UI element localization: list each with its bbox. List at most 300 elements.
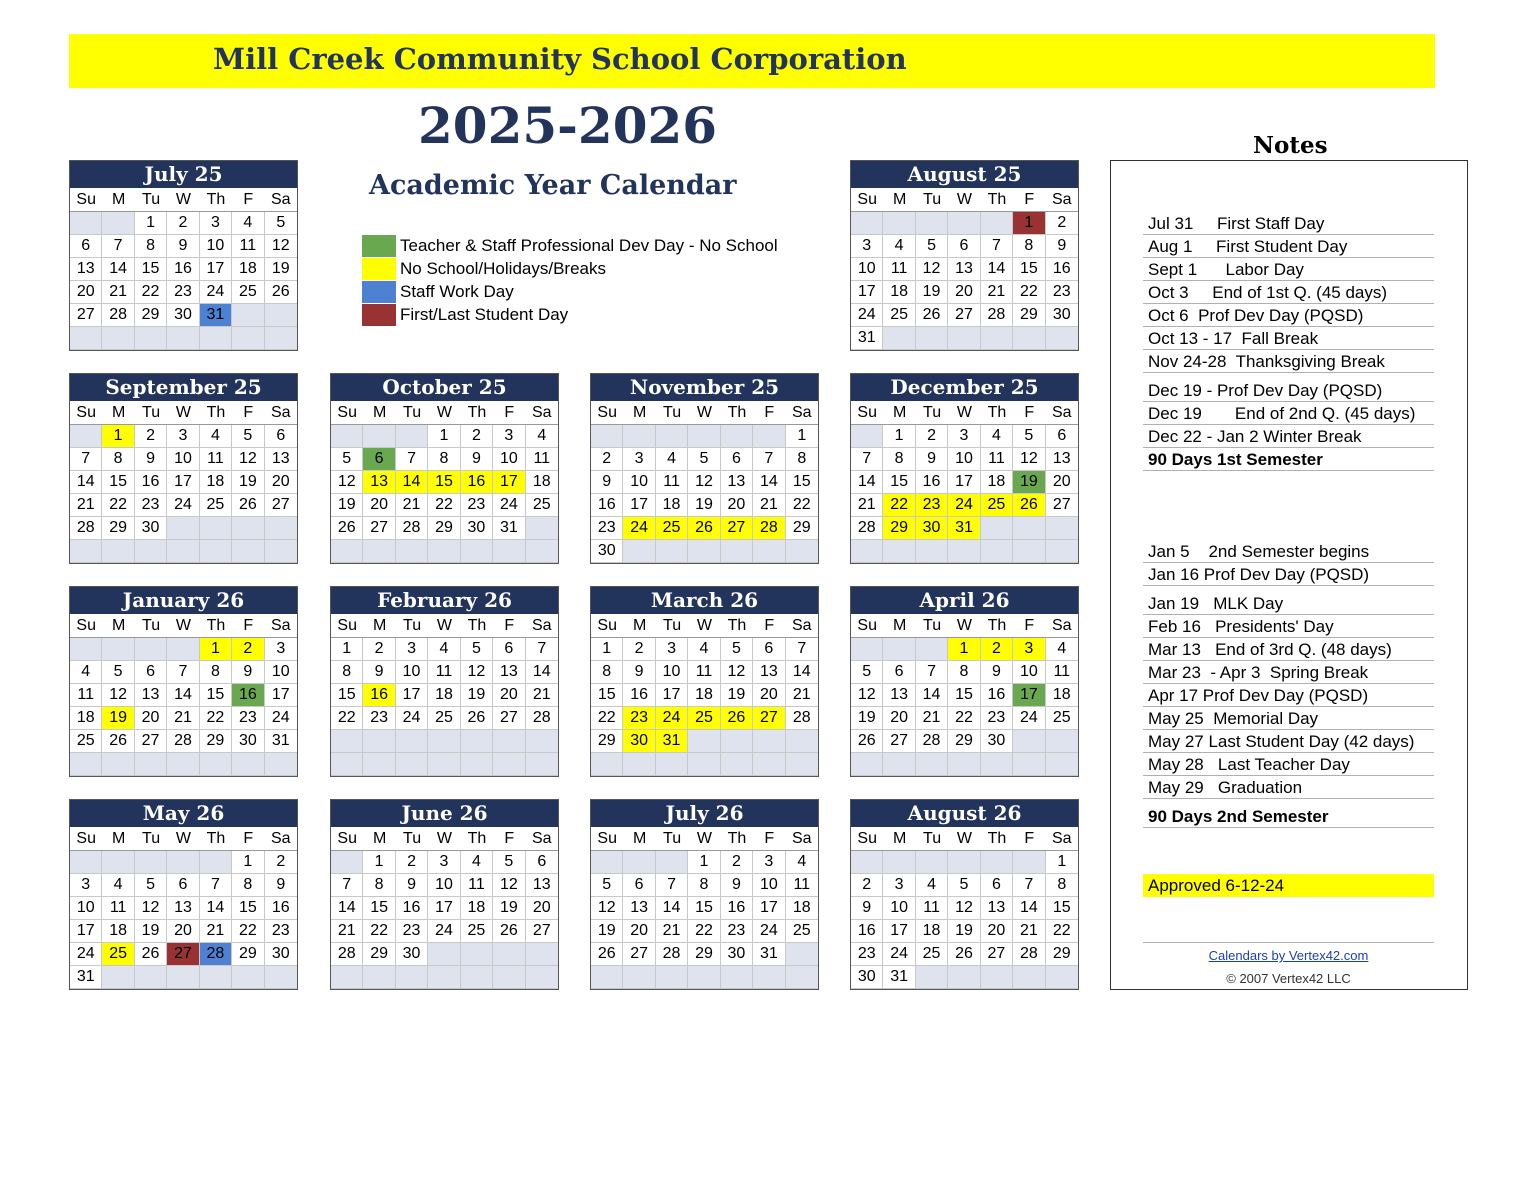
empty-cell <box>981 212 1013 235</box>
day-cell: 10 <box>200 235 232 258</box>
empty-cell <box>591 851 623 874</box>
day-cell: 21 <box>200 920 232 943</box>
weekday-label: Sa <box>791 617 812 634</box>
day-cell: 12 <box>331 471 363 494</box>
weekday-label: Su <box>76 617 96 634</box>
day-cell: 26 <box>102 730 134 753</box>
day-cell: 21 <box>916 707 948 730</box>
month-title: May 26 <box>70 800 297 827</box>
empty-cell <box>200 327 232 350</box>
day-cell: 19 <box>493 897 525 920</box>
day-cell-holiday: 14 <box>396 471 428 494</box>
day-cell-holiday: 31 <box>656 730 688 753</box>
weekday-label: M <box>632 830 647 847</box>
day-cell: 25 <box>1046 707 1078 730</box>
day-cell: 11 <box>656 471 688 494</box>
day-cell: 2 <box>167 212 199 235</box>
empty-cell <box>135 966 167 989</box>
day-cell-holiday: 16 <box>461 471 493 494</box>
empty-cell <box>786 540 818 563</box>
day-cell: 23 <box>981 707 1013 730</box>
day-cell: 11 <box>232 235 264 258</box>
day-cell: 9 <box>591 471 623 494</box>
day-cell: 7 <box>1013 874 1045 897</box>
day-cell: 7 <box>331 874 363 897</box>
month-title: April 26 <box>851 587 1078 614</box>
day-cell: 28 <box>786 707 818 730</box>
day-cell: 3 <box>851 235 883 258</box>
day-cell: 26 <box>135 943 167 966</box>
weekday-label: Su <box>337 617 357 634</box>
day-cell: 8 <box>591 661 623 684</box>
day-cell: 3 <box>753 851 785 874</box>
day-cell: 24 <box>883 943 915 966</box>
weekday-header <box>70 614 297 638</box>
day-cell: 24 <box>493 494 525 517</box>
note-entry: May 29 Graduation <box>1143 776 1434 799</box>
day-cell: 15 <box>786 471 818 494</box>
day-cell: 22 <box>331 707 363 730</box>
day-cell: 21 <box>1013 920 1045 943</box>
empty-cell <box>200 753 232 776</box>
weekday-label: Tu <box>923 830 942 847</box>
day-cell: 18 <box>688 684 720 707</box>
day-cell: 8 <box>135 235 167 258</box>
day-cell: 17 <box>623 494 655 517</box>
note-entry: Mar 23 - Apr 3 Spring Break <box>1143 661 1434 684</box>
day-cell: 17 <box>167 471 199 494</box>
empty-cell <box>916 327 948 350</box>
empty-cell <box>883 212 915 235</box>
day-cell-holiday: 16 <box>363 684 395 707</box>
note-entry: Dec 22 - Jan 2 Winter Break <box>1143 425 1434 448</box>
day-cell: 6 <box>1046 425 1078 448</box>
weekday-label: F <box>764 617 775 634</box>
day-cell: 11 <box>102 897 134 920</box>
day-cell-holiday: 2 <box>981 638 1013 661</box>
day-cell: 12 <box>461 661 493 684</box>
day-cell: 12 <box>135 897 167 920</box>
weekday-label: Th <box>987 191 1007 208</box>
day-cell: 15 <box>883 471 915 494</box>
day-cell: 25 <box>916 943 948 966</box>
day-cell: 16 <box>167 258 199 281</box>
day-cell: 12 <box>591 897 623 920</box>
empty-cell <box>461 966 493 989</box>
empty-cell <box>851 425 883 448</box>
day-cell: 24 <box>396 707 428 730</box>
day-cell: 12 <box>1013 448 1045 471</box>
weekday-label: Th <box>206 617 226 634</box>
day-cell: 9 <box>363 661 395 684</box>
day-cell: 20 <box>721 494 753 517</box>
weekday-label: W <box>696 830 713 847</box>
weekday-label: Th <box>206 191 226 208</box>
day-cell: 26 <box>331 517 363 540</box>
weekday-label: Tu <box>663 404 682 421</box>
empty-cell <box>753 425 785 448</box>
day-cell: 7 <box>656 874 688 897</box>
day-cell: 4 <box>102 874 134 897</box>
vertex42-link[interactable]: Calendars by Vertex42.com <box>1208 948 1369 963</box>
day-cell: 11 <box>200 448 232 471</box>
day-cell: 8 <box>428 448 460 471</box>
empty-cell <box>167 327 199 350</box>
empty-cell <box>916 212 948 235</box>
weekday-label: F <box>764 404 775 421</box>
empty-cell <box>721 753 753 776</box>
day-cell: 28 <box>981 304 1013 327</box>
empty-cell <box>1046 327 1078 350</box>
empty-cell <box>948 966 980 989</box>
empty-cell <box>948 327 980 350</box>
day-cell: 15 <box>232 897 264 920</box>
month-title: August 25 <box>851 161 1078 188</box>
day-cell-pd: 17 <box>1013 684 1045 707</box>
weekday-header <box>851 401 1078 425</box>
day-cell: 16 <box>1046 258 1078 281</box>
empty-cell <box>1013 540 1045 563</box>
day-cell: 6 <box>135 661 167 684</box>
weekday-label: M <box>111 191 126 208</box>
empty-cell <box>948 851 980 874</box>
empty-cell <box>232 753 264 776</box>
day-cell: 18 <box>232 258 264 281</box>
day-cell: 18 <box>102 920 134 943</box>
weekday-label: Th <box>206 830 226 847</box>
day-cell: 21 <box>331 920 363 943</box>
day-cell: 2 <box>396 851 428 874</box>
day-cell: 20 <box>493 684 525 707</box>
day-cell: 27 <box>493 707 525 730</box>
month-title: June 26 <box>331 800 558 827</box>
empty-cell <box>493 943 525 966</box>
empty-cell <box>623 966 655 989</box>
empty-cell <box>1013 327 1045 350</box>
empty-cell <box>493 966 525 989</box>
day-cell: 31 <box>493 517 525 540</box>
empty-cell <box>232 966 264 989</box>
day-cell: 22 <box>200 707 232 730</box>
empty-cell <box>265 753 297 776</box>
school-year-title: 2025-2026 <box>418 96 718 155</box>
empty-cell <box>428 943 460 966</box>
weekday-header <box>331 614 558 638</box>
day-cell-holiday: 24 <box>948 494 980 517</box>
day-cell: 5 <box>135 874 167 897</box>
day-cell: 15 <box>135 258 167 281</box>
day-cell: 4 <box>200 425 232 448</box>
weekday-label: Sa <box>270 617 291 634</box>
day-cell: 8 <box>200 661 232 684</box>
day-cell: 3 <box>883 874 915 897</box>
empty-cell <box>265 540 297 563</box>
day-cell-holiday: 24 <box>623 517 655 540</box>
day-cell: 24 <box>265 707 297 730</box>
day-cell: 13 <box>883 684 915 707</box>
day-cell: 25 <box>232 281 264 304</box>
day-cell: 23 <box>363 707 395 730</box>
day-grid <box>70 638 297 776</box>
note-entry: May 27 Last Student Day (42 days) <box>1143 730 1434 753</box>
month-calendar <box>69 373 298 564</box>
weekday-label: Su <box>76 191 96 208</box>
day-cell: 2 <box>135 425 167 448</box>
day-cell: 27 <box>623 943 655 966</box>
day-cell: 11 <box>70 684 102 707</box>
weekday-header <box>331 827 558 851</box>
day-cell: 12 <box>265 235 297 258</box>
day-cell-holiday: 1 <box>102 425 134 448</box>
day-cell: 20 <box>623 920 655 943</box>
empty-cell <box>981 753 1013 776</box>
day-cell: 10 <box>656 661 688 684</box>
empty-cell <box>461 540 493 563</box>
empty-cell <box>363 425 395 448</box>
day-cell: 16 <box>265 897 297 920</box>
day-cell: 2 <box>851 874 883 897</box>
empty-cell <box>265 517 297 540</box>
empty-cell <box>591 425 623 448</box>
empty-cell <box>623 851 655 874</box>
day-cell: 4 <box>232 212 264 235</box>
day-cell: 6 <box>981 874 1013 897</box>
empty-cell <box>331 540 363 563</box>
weekday-label: M <box>892 830 907 847</box>
day-cell: 3 <box>948 425 980 448</box>
empty-cell <box>786 730 818 753</box>
empty-cell <box>916 753 948 776</box>
day-cell: 13 <box>526 874 558 897</box>
day-cell: 11 <box>916 897 948 920</box>
day-cell: 23 <box>232 707 264 730</box>
empty-cell <box>656 851 688 874</box>
empty-cell <box>721 730 753 753</box>
day-cell: 21 <box>786 684 818 707</box>
day-cell: 21 <box>70 494 102 517</box>
weekday-label: Su <box>76 830 96 847</box>
day-cell: 10 <box>753 874 785 897</box>
weekday-label: W <box>175 191 192 208</box>
weekday-label: M <box>372 617 387 634</box>
day-cell-holiday: 13 <box>363 471 395 494</box>
empty-cell <box>428 540 460 563</box>
day-cell: 27 <box>1046 494 1078 517</box>
empty-cell <box>883 851 915 874</box>
day-grid <box>70 425 297 563</box>
empty-cell <box>981 966 1013 989</box>
day-cell: 14 <box>1013 897 1045 920</box>
day-cell: 4 <box>1046 638 1078 661</box>
day-cell: 20 <box>753 684 785 707</box>
empty-cell <box>493 730 525 753</box>
day-grid <box>851 851 1078 989</box>
weekday-header <box>851 827 1078 851</box>
day-cell: 30 <box>461 517 493 540</box>
weekday-label: W <box>436 617 453 634</box>
day-cell: 29 <box>200 730 232 753</box>
note-entry: May 25 Memorial Day <box>1143 707 1434 730</box>
weekday-label: Sa <box>1051 830 1072 847</box>
day-cell: 3 <box>265 638 297 661</box>
day-cell: 5 <box>916 235 948 258</box>
day-cell-holiday: 25 <box>656 517 688 540</box>
day-cell: 13 <box>265 448 297 471</box>
empty-cell <box>102 753 134 776</box>
weekday-label: Tu <box>923 191 942 208</box>
weekday-label: Th <box>727 404 747 421</box>
day-cell: 15 <box>331 684 363 707</box>
weekday-label: W <box>696 404 713 421</box>
day-cell: 28 <box>167 730 199 753</box>
day-cell: 5 <box>948 874 980 897</box>
empty-cell <box>70 753 102 776</box>
weekday-label: Th <box>987 830 1007 847</box>
empty-cell <box>1013 730 1045 753</box>
empty-cell <box>623 753 655 776</box>
day-cell: 1 <box>135 212 167 235</box>
month-title: December 25 <box>851 374 1078 401</box>
empty-cell <box>493 540 525 563</box>
day-cell: 14 <box>526 661 558 684</box>
day-cell-holiday: 25 <box>981 494 1013 517</box>
day-cell: 31 <box>265 730 297 753</box>
empty-cell <box>688 753 720 776</box>
day-cell: 9 <box>135 448 167 471</box>
weekday-label: Sa <box>531 404 552 421</box>
day-cell: 5 <box>493 851 525 874</box>
note-entry: 90 Days 1st Semester <box>1143 448 1434 471</box>
weekday-label: Su <box>857 404 877 421</box>
day-cell: 29 <box>232 943 264 966</box>
weekday-label: M <box>111 404 126 421</box>
day-cell: 6 <box>623 874 655 897</box>
day-cell: 24 <box>753 920 785 943</box>
day-cell: 18 <box>428 684 460 707</box>
day-grid <box>851 425 1078 563</box>
weekday-label: Th <box>727 830 747 847</box>
day-cell: 14 <box>851 471 883 494</box>
day-cell: 17 <box>200 258 232 281</box>
day-cell: 19 <box>331 494 363 517</box>
empty-cell <box>396 753 428 776</box>
day-cell: 14 <box>102 258 134 281</box>
day-cell: 20 <box>948 281 980 304</box>
day-cell: 11 <box>428 661 460 684</box>
empty-cell <box>70 540 102 563</box>
empty-cell <box>167 517 199 540</box>
day-cell: 25 <box>200 494 232 517</box>
month-title: July 26 <box>591 800 818 827</box>
weekday-label: Sa <box>1051 617 1072 634</box>
day-cell: 9 <box>623 661 655 684</box>
day-cell: 6 <box>721 448 753 471</box>
day-cell-holiday: 30 <box>916 517 948 540</box>
day-cell: 12 <box>493 874 525 897</box>
day-cell: 20 <box>135 707 167 730</box>
month-title: August 26 <box>851 800 1078 827</box>
day-cell: 23 <box>396 920 428 943</box>
weekday-label: Tu <box>142 617 161 634</box>
day-cell: 8 <box>363 874 395 897</box>
day-cell: 27 <box>70 304 102 327</box>
weekday-label: M <box>632 617 647 634</box>
day-cell: 13 <box>1046 448 1078 471</box>
day-cell: 21 <box>396 494 428 517</box>
day-cell: 1 <box>1046 851 1078 874</box>
day-cell: 2 <box>363 638 395 661</box>
day-cell: 10 <box>396 661 428 684</box>
empty-cell <box>883 753 915 776</box>
empty-cell <box>232 304 264 327</box>
legend-swatch-student <box>362 304 396 326</box>
day-cell: 9 <box>396 874 428 897</box>
day-cell: 21 <box>167 707 199 730</box>
weekday-label: W <box>436 404 453 421</box>
empty-cell <box>591 753 623 776</box>
empty-cell <box>232 327 264 350</box>
empty-cell <box>102 540 134 563</box>
day-cell: 14 <box>200 897 232 920</box>
day-cell: 31 <box>753 943 785 966</box>
weekday-label: Th <box>727 617 747 634</box>
day-cell: 27 <box>981 943 1013 966</box>
day-cell: 3 <box>428 851 460 874</box>
day-cell: 3 <box>493 425 525 448</box>
day-cell: 28 <box>102 304 134 327</box>
empty-cell <box>1046 730 1078 753</box>
day-cell: 23 <box>851 943 883 966</box>
day-cell: 20 <box>70 281 102 304</box>
day-cell: 28 <box>916 730 948 753</box>
empty-cell <box>135 327 167 350</box>
empty-cell <box>363 966 395 989</box>
day-cell: 21 <box>526 684 558 707</box>
day-cell: 7 <box>396 448 428 471</box>
weekday-label: M <box>892 191 907 208</box>
day-cell: 22 <box>135 281 167 304</box>
empty-cell <box>981 540 1013 563</box>
day-cell: 22 <box>102 494 134 517</box>
day-cell: 18 <box>883 281 915 304</box>
empty-cell <box>265 304 297 327</box>
empty-cell <box>167 540 199 563</box>
day-cell: 14 <box>981 258 1013 281</box>
day-cell: 2 <box>916 425 948 448</box>
empty-cell <box>331 730 363 753</box>
day-cell: 25 <box>526 494 558 517</box>
day-cell: 19 <box>916 281 948 304</box>
day-cell: 13 <box>753 661 785 684</box>
day-cell: 6 <box>265 425 297 448</box>
weekday-header <box>851 188 1078 212</box>
day-cell: 22 <box>363 920 395 943</box>
day-cell: 1 <box>591 638 623 661</box>
month-title: October 25 <box>331 374 558 401</box>
day-cell: 2 <box>721 851 753 874</box>
day-cell-holiday: 1 <box>948 638 980 661</box>
day-cell: 11 <box>786 874 818 897</box>
day-cell: 7 <box>70 448 102 471</box>
empty-cell <box>167 753 199 776</box>
weekday-header <box>331 401 558 425</box>
day-cell: 12 <box>851 684 883 707</box>
day-cell: 10 <box>948 448 980 471</box>
day-cell: 8 <box>786 448 818 471</box>
day-cell: 16 <box>916 471 948 494</box>
day-cell: 27 <box>265 494 297 517</box>
day-cell: 21 <box>981 281 1013 304</box>
